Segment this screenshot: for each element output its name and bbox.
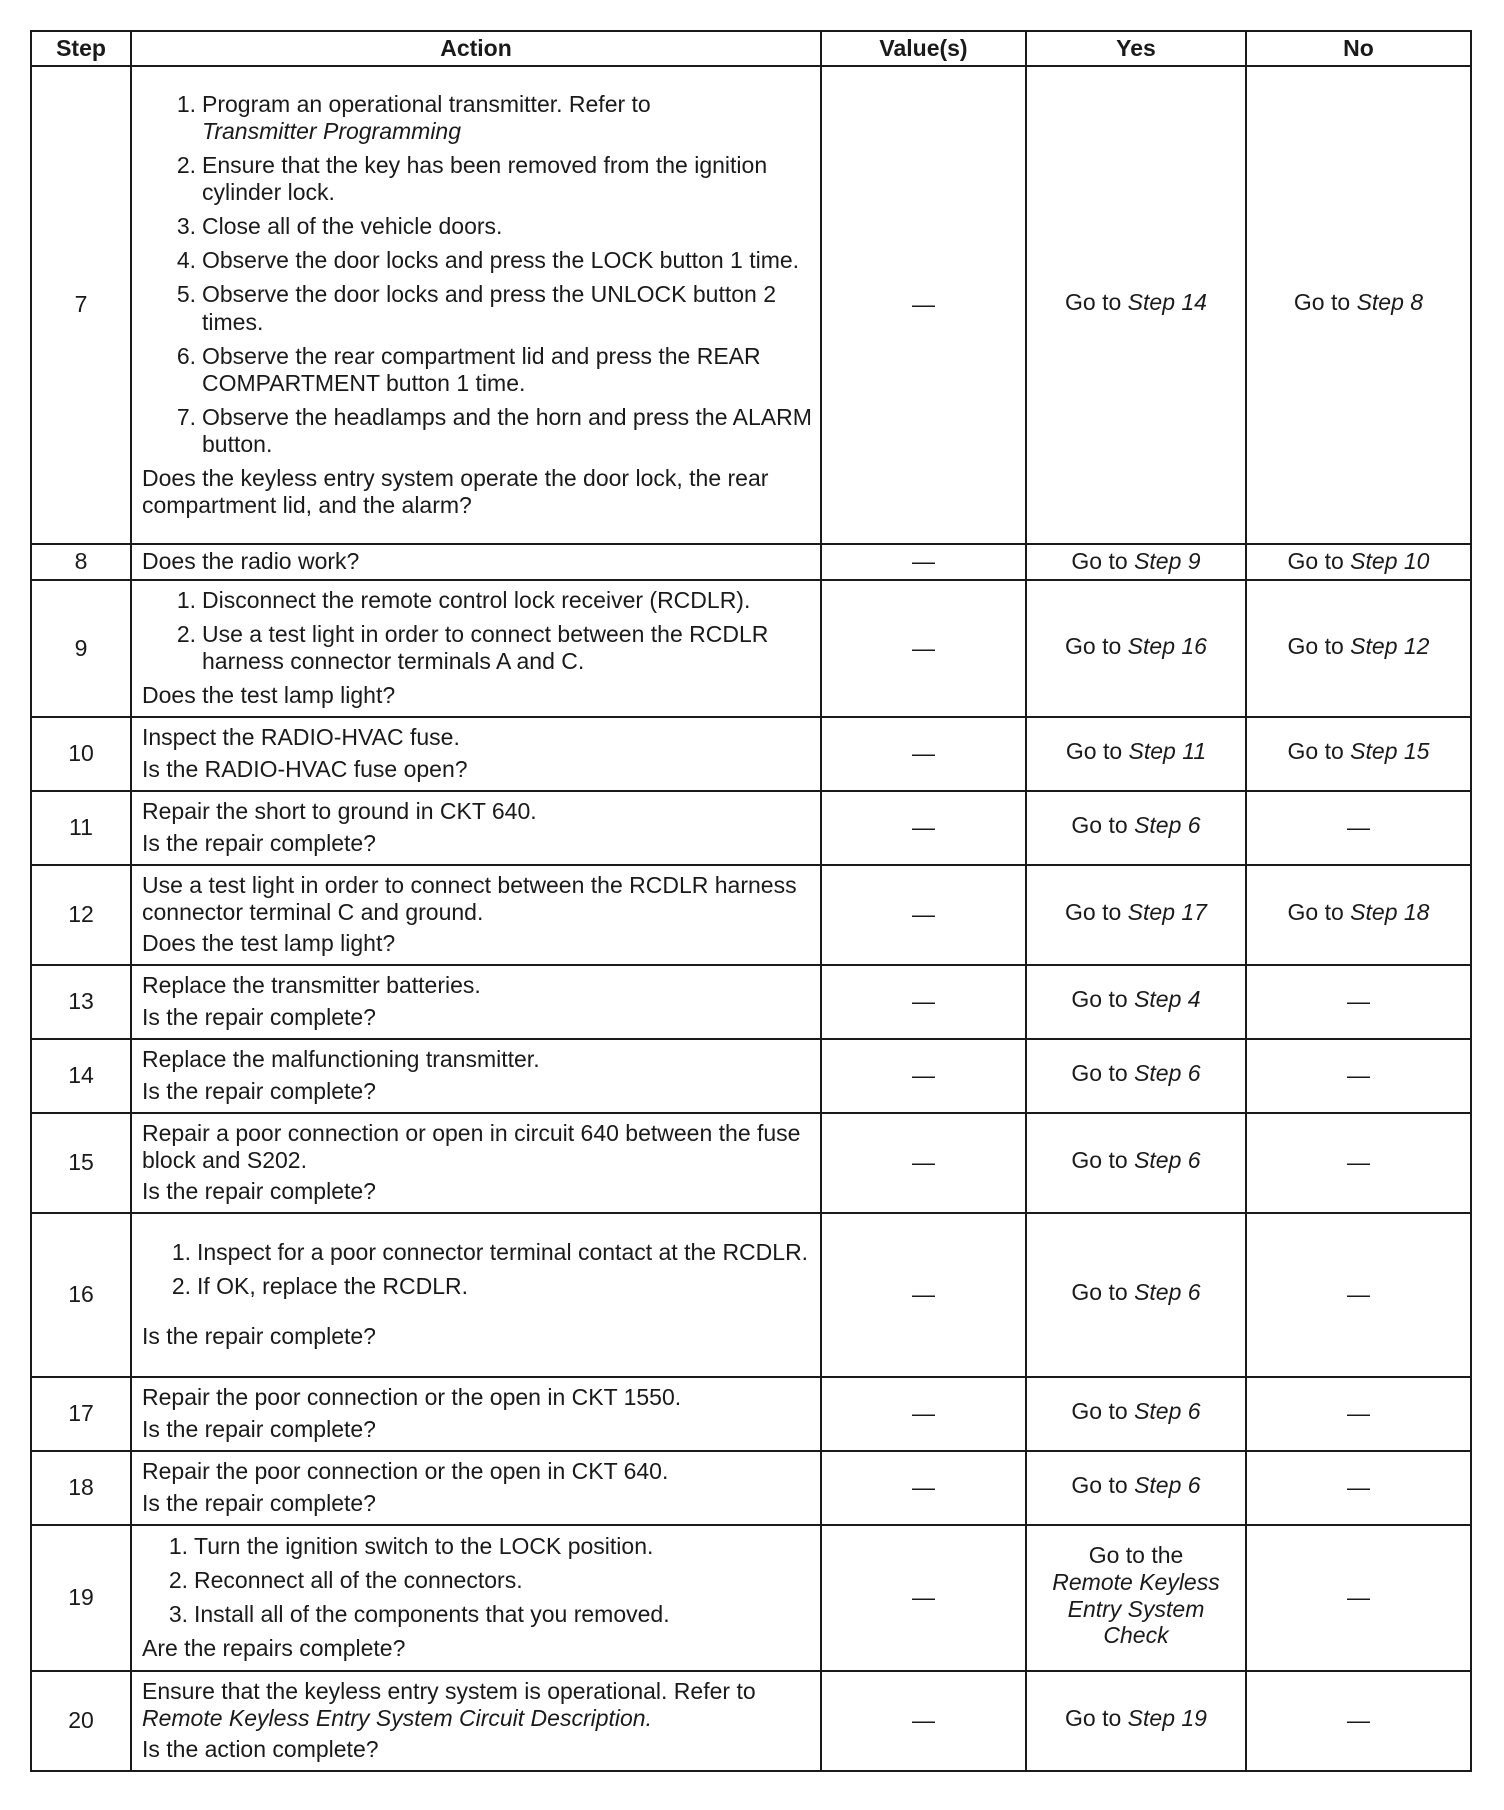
yes-cell: Go to Step 6: [1026, 1377, 1246, 1451]
action-text: Repair the poor connection or the open in CKT 640.: [142, 1458, 669, 1485]
action-question: Does the radio work?: [142, 548, 360, 575]
action-cell: [131, 1113, 821, 1213]
action-question: Does the test lamp light?: [142, 930, 396, 957]
reference-link: Transmitter Programming: [202, 117, 462, 144]
table-row: [31, 865, 1471, 965]
step-number: 11: [31, 791, 131, 865]
action-question: Is the repair complete?: [142, 1322, 376, 1349]
step-number: 20: [31, 1671, 131, 1771]
yes-cell: Go to Step 4: [1026, 965, 1246, 1039]
action-cell: [131, 1213, 821, 1377]
dash: —: [912, 291, 935, 318]
step-number: 8: [31, 544, 131, 580]
value-cell: [821, 544, 1026, 580]
table-row: [31, 717, 1471, 791]
value-cell: [821, 1377, 1026, 1451]
table-row: [31, 791, 1471, 865]
table-header-row: [31, 31, 1471, 66]
yes-cell: Go to Step 11: [1026, 717, 1246, 791]
yes-step-link[interactable]: Step 6: [1134, 1146, 1201, 1173]
dash: —: [1347, 1148, 1370, 1175]
list-item: 2. Reconnect all of the connectors.: [168, 1566, 523, 1593]
table-row: [31, 66, 1471, 544]
action-cell: [131, 1671, 821, 1771]
action-substeps: [142, 1239, 812, 1300]
step-number: 14: [31, 1039, 131, 1113]
table-row: [31, 1039, 1471, 1113]
yes-step-link[interactable]: Step 6: [1134, 1059, 1201, 1086]
table-row: [31, 1525, 1471, 1671]
yes-cell: Go to the Remote Keyless Entry System Check: [1026, 1525, 1246, 1671]
list-item: 6. Observe the rear compartment lid and press the REAR COMPARTMENT button 1 time.: [176, 342, 761, 396]
yes-step-link[interactable]: Step 6: [1134, 1471, 1201, 1498]
dash: —: [912, 900, 935, 927]
action-question: Is the RADIO-HVAC fuse open?: [142, 755, 468, 782]
yes-step-link[interactable]: Step 19: [1127, 1704, 1207, 1731]
dash: —: [912, 739, 935, 766]
header-yes: Yes: [1026, 31, 1246, 66]
no-step-link[interactable]: Step 8: [1356, 289, 1424, 316]
action-question: Does the keyless entry system operate the door lock, the rear compartment lid, and the alarm?: [142, 465, 769, 519]
yes-step-link[interactable]: Step 16: [1127, 632, 1207, 659]
action-text: Inspect the RADIO-HVAC fuse.: [142, 724, 460, 751]
yes-step-link[interactable]: Step 4: [1134, 985, 1201, 1012]
action-substeps: [142, 587, 812, 675]
action-question: Is the repair complete?: [142, 1077, 376, 1104]
yes-step-link[interactable]: Remote Keyless Entry System Check: [1052, 1568, 1220, 1649]
dash: —: [912, 548, 935, 575]
action-substeps: [142, 91, 812, 459]
list-item: 1. Program an operational transmitter. Refer to Transmitter Programming: [176, 90, 651, 144]
yes-cell: Go to Step 17: [1026, 865, 1246, 965]
action-cell: [131, 66, 821, 544]
list-item: 1. Inspect for a poor connector terminal contact at the RCDLR.: [171, 1239, 809, 1266]
step-number: 18: [31, 1451, 131, 1525]
no-cell: [1246, 1451, 1471, 1525]
no-step-link[interactable]: Step 18: [1350, 898, 1430, 925]
step-number: 17: [31, 1377, 131, 1451]
yes-step-link[interactable]: Step 11: [1128, 737, 1207, 764]
header-action: Action: [131, 31, 821, 66]
value-cell: [821, 791, 1026, 865]
list-item: 1. Turn the ignition switch to the LOCK position.: [168, 1532, 654, 1559]
header-no: No: [1246, 31, 1471, 66]
value-cell: [821, 1113, 1026, 1213]
yes-cell: Go to Step 16: [1026, 580, 1246, 717]
list-item: 3. Install all of the components that you removed.: [168, 1601, 670, 1627]
action-cell: [131, 544, 821, 580]
yes-cell: Go to Step 6: [1026, 1451, 1246, 1525]
diagnostic-table-page: [30, 30, 1470, 1772]
dash: —: [912, 987, 935, 1014]
dash: —: [912, 1148, 935, 1175]
yes-cell: Go to Step 6: [1026, 1113, 1246, 1213]
value-cell: [821, 1671, 1026, 1771]
action-text: Repair a poor connection or open in circuit 640 between the fuse block and S202.: [142, 1119, 801, 1173]
yes-cell: Go to Step 9: [1026, 544, 1246, 580]
action-cell: [131, 1525, 821, 1671]
action-question: Is the repair complete?: [142, 829, 376, 856]
header-values: Value(s): [821, 31, 1026, 66]
no-cell: Go to Step 15: [1246, 717, 1471, 791]
yes-cell: Go to Step 6: [1026, 791, 1246, 865]
action-question: Is the repair complete?: [142, 1003, 376, 1030]
step-number: 10: [31, 717, 131, 791]
table-row: [31, 1113, 1471, 1213]
action-cell: [131, 717, 821, 791]
dash: —: [912, 1399, 935, 1426]
action-question: Is the repair complete?: [142, 1489, 376, 1516]
dash: —: [1347, 1583, 1370, 1610]
action-question: Are the repairs complete?: [142, 1635, 406, 1662]
step-number: 15: [31, 1113, 131, 1213]
no-cell: Go to Step 8: [1246, 66, 1471, 544]
action-cell: [131, 580, 821, 717]
no-step-link[interactable]: Step 12: [1350, 632, 1430, 659]
no-cell: [1246, 1213, 1471, 1377]
dash: —: [1347, 1706, 1370, 1733]
yes-step-link[interactable]: Step 6: [1134, 1278, 1201, 1305]
header-step: Step: [31, 31, 131, 66]
diagnostic-table: [30, 30, 1472, 1772]
action-substeps: [142, 1533, 812, 1628]
action-text: Ensure that the keyless entry system is operational. Refer to Remote Keyless Entry System Circuit Description.: [142, 1677, 756, 1731]
no-cell: Go to Step 18: [1246, 865, 1471, 965]
table-row: [31, 1377, 1471, 1451]
no-cell: Go to Step 12: [1246, 580, 1471, 717]
no-cell: [1246, 965, 1471, 1039]
action-text: Replace the malfunctioning transmitter.: [142, 1046, 540, 1073]
dash: —: [912, 1583, 935, 1610]
dash: —: [912, 813, 935, 840]
table-row: [31, 1451, 1471, 1525]
action-question: Is the repair complete?: [142, 1178, 376, 1205]
value-cell: [821, 1451, 1026, 1525]
value-cell: [821, 865, 1026, 965]
action-cell: [131, 1039, 821, 1113]
table-row: [31, 544, 1471, 580]
action-text: Replace the transmitter batteries.: [142, 972, 481, 999]
no-cell: [1246, 1113, 1471, 1213]
value-cell: [821, 965, 1026, 1039]
yes-cell: Go to Step 6: [1026, 1213, 1246, 1377]
step-number: 7: [31, 66, 131, 544]
value-cell: [821, 580, 1026, 717]
list-item: 2. If OK, replace the RCDLR.: [171, 1273, 468, 1300]
value-cell: [821, 717, 1026, 791]
value-cell: [821, 1213, 1026, 1377]
action-question: Does the test lamp light?: [142, 682, 396, 709]
action-question: Is the action complete?: [142, 1736, 379, 1763]
action-text: Repair the poor connection or the open in CKT 1550.: [142, 1384, 682, 1411]
action-cell: [131, 791, 821, 865]
action-text: Use a test light in order to connect between the RCDLR harness connector terminal C and ground.: [142, 871, 797, 925]
value-cell: [821, 1039, 1026, 1113]
yes-cell: Go to Step 19: [1026, 1671, 1246, 1771]
step-number: 12: [31, 865, 131, 965]
table-row: [31, 965, 1471, 1039]
list-item: 2. Use a test light in order to connect between the RCDLR harness connector terminals A and C.: [176, 621, 769, 675]
action-cell: [131, 1451, 821, 1525]
no-cell: Go to Step 10: [1246, 544, 1471, 580]
action-cell: [131, 965, 821, 1039]
step-number: 19: [31, 1525, 131, 1671]
action-cell: [131, 865, 821, 965]
action-text: Repair the short to ground in CKT 640.: [142, 798, 537, 825]
list-item: 1. Disconnect the remote control lock receiver (RCDLR).: [176, 587, 751, 613]
value-cell: [821, 1525, 1026, 1671]
step-number: 13: [31, 965, 131, 1039]
yes-step-link[interactable]: Step 14: [1127, 289, 1207, 316]
no-cell: [1246, 1525, 1471, 1671]
yes-step-link[interactable]: Step 6: [1134, 811, 1201, 838]
yes-cell: Go to Step 6: [1026, 1039, 1246, 1113]
yes-step-link[interactable]: Step 9: [1134, 548, 1201, 575]
no-cell: [1246, 791, 1471, 865]
dash: —: [1347, 813, 1370, 840]
table-row: [31, 1213, 1471, 1377]
dash: —: [912, 1061, 935, 1088]
yes-step-link[interactable]: Step 17: [1127, 898, 1207, 925]
dash: —: [1347, 987, 1370, 1014]
dash: —: [912, 634, 935, 661]
no-cell: [1246, 1671, 1471, 1771]
no-step-link[interactable]: Step 15: [1350, 737, 1430, 764]
list-item: 5. Observe the door locks and press the UNLOCK button 2 times.: [176, 281, 777, 335]
dash: —: [1347, 1473, 1370, 1500]
value-cell: [821, 66, 1026, 544]
action-question: Is the repair complete?: [142, 1415, 376, 1442]
no-step-link[interactable]: Step 10: [1350, 548, 1430, 575]
table-row: [31, 580, 1471, 717]
dash: —: [912, 1280, 935, 1307]
action-cell: [131, 1377, 821, 1451]
list-item: 4. Observe the door locks and press the LOCK button 1 time.: [176, 247, 800, 274]
dash: —: [912, 1706, 935, 1733]
dash: —: [912, 1473, 935, 1500]
no-cell: [1246, 1039, 1471, 1113]
list-item: 3. Close all of the vehicle doors.: [176, 213, 503, 240]
list-item: 2. Ensure that the key has been removed from the ignition cylinder lock.: [176, 151, 768, 205]
reference-link: Remote Keyless Entry System Circuit Description.: [142, 1704, 652, 1731]
dash: —: [1347, 1061, 1370, 1088]
list-item: 7. Observe the headlamps and the horn and press the ALARM button.: [176, 403, 812, 457]
dash: —: [1347, 1399, 1370, 1426]
yes-cell: Go to Step 14: [1026, 66, 1246, 544]
no-cell: [1246, 1377, 1471, 1451]
dash: —: [1347, 1280, 1370, 1307]
table-row: [31, 1671, 1471, 1771]
yes-step-link[interactable]: Step 6: [1134, 1397, 1201, 1424]
step-number: 16: [31, 1213, 131, 1377]
step-number: 9: [31, 580, 131, 717]
